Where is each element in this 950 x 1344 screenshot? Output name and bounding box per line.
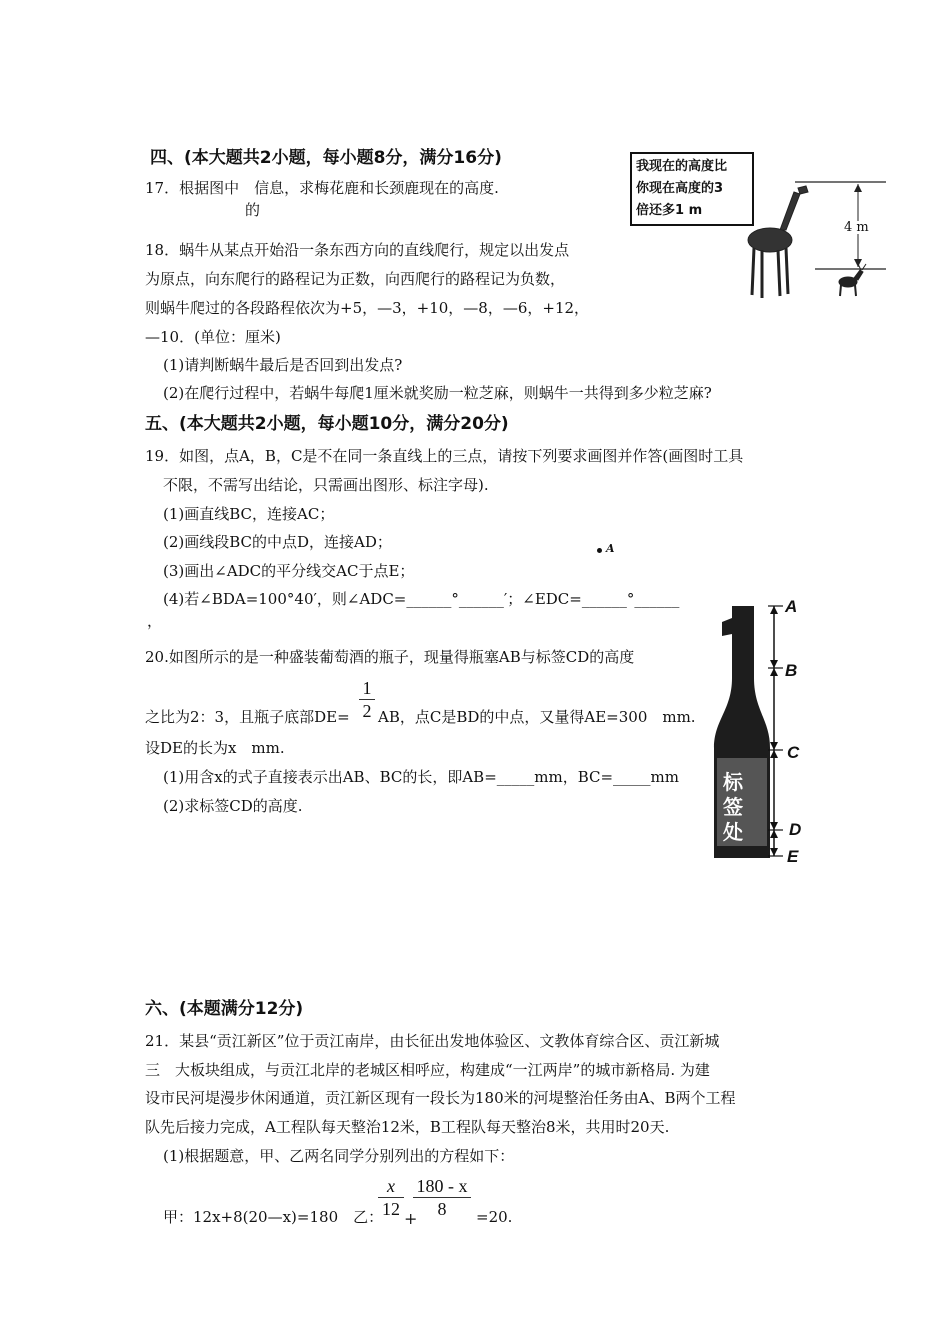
bottle-point-label: C [787, 743, 800, 762]
q21-fraction-1 [378, 1176, 404, 1219]
q21-plus: + [404, 1209, 418, 1228]
height-label: 4 m [844, 220, 869, 235]
giraffe-callout-box [630, 152, 754, 226]
q17-text: 17．根据图中 信息，求梅花鹿和长颈鹿现在的高度. [145, 179, 499, 197]
q18-line: —10．(单位：厘米) [145, 328, 281, 346]
fraction-numerator: 1 [362, 678, 372, 698]
q18-sub2: (2)在爬行过程中，若蜗牛每爬1厘米就奖励一粒芝麻，则蜗牛一共得到多少粒芝麻? [163, 384, 712, 402]
q20-sub1: (1)用含x的式子直接表示出AB、BC的长，即AB=_____mm，BC=_____mm [163, 768, 680, 786]
bottle-label-char: 处 [723, 820, 743, 844]
q19-tail: ， [147, 612, 163, 630]
q17-text-extra: 的 [245, 201, 261, 219]
fraction-denominator: 8 [437, 1199, 447, 1219]
fraction-bar [378, 1197, 404, 1198]
bottle-point-label: B [785, 661, 798, 680]
q20-line2b: AB，点C是BD的中点，又量得AE=300 mm. [378, 708, 696, 726]
q20-sub2: (2)求标签CD的高度. [163, 797, 303, 815]
q21-line: 三 大板块组成，与贡江北岸的老城区相呼应，构建成“一江两岸”的城市新格局. 为建 [145, 1061, 710, 1079]
fraction-numerator: x [387, 1176, 395, 1196]
q20-line1: 20.如图所示的是一种盛装葡萄酒的瓶子，现量得瓶塞AB与标签CD的高度 [145, 648, 635, 666]
callout-line: 我现在的高度比 [636, 159, 728, 174]
bottle-point-label: A [785, 597, 798, 616]
callout-line: 倍还多1 m [636, 203, 703, 218]
fraction-bar [359, 699, 375, 700]
q19-line2: 不限，不需写出结论，只需画出图形、标注字母). [163, 476, 489, 494]
q19-sub3: (3)画出∠ADC的平分线交AC于点E； [163, 562, 415, 580]
bottle-point-label: D [789, 820, 802, 839]
q19-sub4: (4)若∠BDA=100°40′，则∠ADC=______°______′；∠EDC=______°______ [163, 590, 680, 608]
bottle-label-char: 标 [723, 770, 743, 794]
q21-fraction-2 [413, 1176, 471, 1219]
callout-line: 你现在高度的3 [636, 181, 724, 196]
q20-line3: 设DE的长为x mm. [145, 739, 285, 757]
q21-line: 21．某县“贡江新区”位于贡江南岸，由长征出发地体验区、文教体育综合区、贡江新城 [145, 1032, 720, 1050]
q19-sub1: (1)画直线BC，连接AC； [163, 505, 335, 523]
fraction-denominator: 12 [382, 1199, 400, 1219]
fraction-numerator: 180 - x [416, 1176, 468, 1196]
point-a-dot [597, 548, 602, 553]
fraction-denominator: 2 [362, 701, 372, 721]
q21-line: 设市民河堤漫步休闲通道，贡江新区现有一段长为180米的河堤整治任务由A、B两个工程 [145, 1089, 736, 1107]
section6-heading: 六、(本题满分12分) [145, 999, 304, 1019]
giraffe-deer-illustration [740, 170, 890, 305]
q21-eq-tail: =20. [476, 1208, 513, 1226]
q20-fraction [359, 678, 375, 721]
q18-line: 则蜗牛爬过的各段路程依次为+5，—3，+10，—8，—6，+12， [145, 299, 590, 317]
q21-line: 队先后接力完成，A工程队每天整治12米，B工程队每天整治8米，共用时20天. [145, 1118, 670, 1136]
giraffe-icon [748, 186, 808, 298]
fraction-bar [413, 1197, 471, 1198]
section4-heading: 四、(本大题共2小题，每小题8分，满分16分) [150, 148, 502, 168]
section5-heading: 五、(本大题共2小题，每小题10分，满分20分) [145, 414, 509, 434]
q18-line: 为原点，向东爬行的路程记为正数，向西爬行的路程记为负数， [145, 270, 566, 288]
q20-line2a: 之比为2：3，且瓶子底部DE= [145, 708, 350, 726]
point-a-label: A [606, 542, 615, 555]
bottle-point-label: E [787, 847, 799, 866]
q19-sub2: (2)画线段BC的中点D，连接AD； [163, 533, 392, 551]
q18-line: 18．蜗牛从某点开始沿一条东西方向的直线爬行，规定以出发点 [145, 241, 570, 259]
q21-sub1: (1)根据题意，甲、乙两名同学分别列出的方程如下： [163, 1147, 515, 1165]
q19-line1: 19．如图，点A，B，C是不在同一条直线上的三点，请按下列要求画图并作答(画图时工具 [145, 447, 744, 465]
bottle-label-char: 签 [723, 795, 743, 819]
q18-sub1: (1)请判断蜗牛最后是否回到出发点? [163, 356, 403, 374]
q21-eq-jia: 甲：12x+8(20—x)=180 乙： [163, 1208, 384, 1226]
